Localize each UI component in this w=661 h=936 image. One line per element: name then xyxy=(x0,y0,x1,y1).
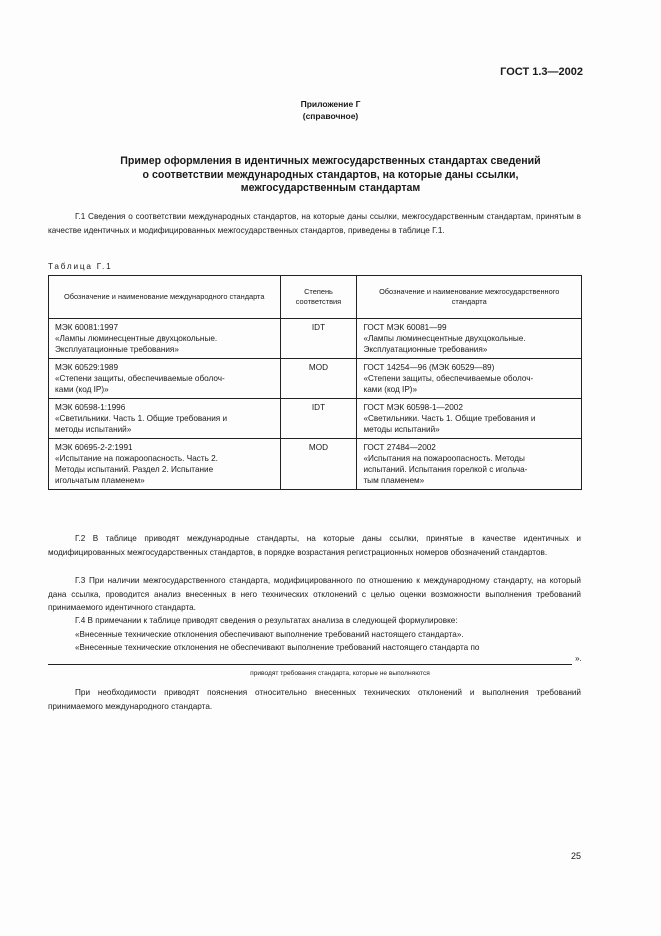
column-header: Обозначение и наименование межгосударственного стандарта xyxy=(357,276,582,319)
degree-cell: MOD xyxy=(280,359,357,399)
table-label: Таблица Г.1 xyxy=(48,262,113,271)
cell-line: методы испытаний» xyxy=(55,425,132,434)
cell-line: ГОСТ МЭК 60081—99 xyxy=(363,323,447,332)
gost-standard-cell xyxy=(357,399,582,439)
cell-line: Эксплуатационные требования» xyxy=(363,345,488,354)
cell-line: «Степени защиты, обеспечиваемые оболоч- xyxy=(363,374,534,383)
degree-cell: MOD xyxy=(280,439,357,490)
paragraph-g4 xyxy=(48,614,581,655)
table-row xyxy=(49,319,582,359)
cell-line: испытаний. Испытания горелкой с игольча- xyxy=(363,465,528,474)
appendix-title: Приложение Г xyxy=(300,99,361,109)
cell-line: ГОСТ 14254—96 (МЭК 60529—89) xyxy=(363,363,495,372)
paragraph-g1 xyxy=(48,210,581,237)
cell-line: «Светильники. Часть 1. Общие требования и xyxy=(55,414,228,423)
paragraph-text: Г.1 Сведения о соответствии международных стандартов, на которые даны ссылки, межгосударственным стандартам, принятым в качестве идентичных и модифицированных межгосударственных стандартов, приведены в таблице Г.1. xyxy=(48,212,581,235)
page-title xyxy=(60,155,601,196)
cell-line: Эксплуатационные требования» xyxy=(55,345,179,354)
paragraph-text: Г.4 В примечании к таблице приводят сведения о результатах анализа в следующей формулировке: xyxy=(75,616,458,625)
cell-line: «Лампы люминесцентные двухцокольные. xyxy=(55,334,218,343)
table-header-row xyxy=(49,276,582,319)
cell-line: МЭК 60695-2-2:1991 xyxy=(55,443,133,452)
cell-line: ГОСТ 27484—2002 xyxy=(363,443,436,452)
page-number: 25 xyxy=(570,851,581,861)
paragraph-final xyxy=(48,686,581,713)
degree-cell: IDT xyxy=(280,319,357,359)
intl-standard-cell xyxy=(49,439,281,490)
document-code: ГОСТ 1.3—2002 xyxy=(500,66,583,78)
cell-line: тым пламенем» xyxy=(363,476,425,485)
paragraph-text: При необходимости приводят пояснения относительно внесенных технических отклонений и выполнения требований принимаемого международного стандарта. xyxy=(48,688,581,711)
fill-in-caption: приводят требования стандарта, которые не выполняются xyxy=(250,670,430,677)
fill-in-line-end: ». xyxy=(575,654,582,663)
paragraph-g3 xyxy=(48,574,581,615)
paragraph-text: Г.2 В таблице приводят международные стандарты, на которые даны ссылки, принятые в качестве идентичных и модифицированных межгосударственных стандартов, в порядке возрастания регистрационных номеров обозначений стандартов. xyxy=(48,534,581,557)
standards-table xyxy=(48,275,582,490)
cell-line: «Испытания на пожароопасность. Методы xyxy=(363,454,525,463)
cell-line: МЭК 60598-1:1996 xyxy=(55,403,126,412)
table-row xyxy=(49,399,582,439)
intl-standard-cell xyxy=(49,399,281,439)
appendix-subtitle: (справочное) xyxy=(302,111,359,121)
intl-standard-cell xyxy=(49,359,281,399)
paragraph-text: Г.3 При наличии межгосударственного стандарта, модифицированного по отношению к международному стандарту, на который дана ссылка, проводится анализ внесенных в него технических отклонений с целью оценки возможности выполнения требований принимаемого идентичного стандарта. xyxy=(48,576,581,612)
title-line: Пример оформления в идентичных межгосударственных стандартах сведений xyxy=(120,155,541,167)
paragraph-text: «Внесенные технические отклонения не обеспечивают выполнение требований настоящего стандарта по xyxy=(75,643,480,652)
title-line: о соответствии международных стандартов, на которые даны ссылки, xyxy=(142,168,519,181)
cell-line: ками (код IP)» xyxy=(363,385,418,394)
cell-line: методы испытаний» xyxy=(363,425,440,434)
gost-standard-cell xyxy=(357,359,582,399)
cell-line: игольчатым пламенем» xyxy=(55,476,145,485)
table-row xyxy=(49,439,582,490)
degree-cell: IDT xyxy=(280,399,357,439)
fill-in-line xyxy=(48,654,572,665)
gost-standard-cell xyxy=(357,319,582,359)
column-header: Обозначение и наименование международного стандарта xyxy=(49,276,281,319)
title-line: межгосударственным стандартам xyxy=(240,182,421,194)
cell-line: ками (код IP)» xyxy=(55,385,109,394)
column-header: Степень соответствия xyxy=(280,276,357,319)
cell-line: ГОСТ МЭК 60598-1—2002 xyxy=(363,403,463,412)
cell-line: «Светильники. Часть 1. Общие требования и xyxy=(363,414,536,423)
cell-line: МЭК 60529:1989 xyxy=(55,363,119,372)
cell-line: «Лампы люминесцентные двухцокольные. xyxy=(363,334,526,343)
cell-line: «Испытание на пожароопасность. Часть 2. xyxy=(55,454,218,463)
intl-standard-cell xyxy=(49,319,281,359)
appendix-heading xyxy=(0,98,661,122)
cell-line: «Степени защиты, обеспечиваемые оболоч- xyxy=(55,374,225,383)
cell-line: Методы испытаний. Раздел 2. Испытание xyxy=(55,465,214,474)
cell-line: МЭК 60081:1997 xyxy=(55,323,119,332)
gost-standard-cell xyxy=(357,439,582,490)
paragraph-g2 xyxy=(48,532,581,559)
paragraph-text: «Внесенные технические отклонения обеспечивают выполнение требований настоящего стандарта». xyxy=(75,629,464,639)
table-row xyxy=(49,359,582,399)
